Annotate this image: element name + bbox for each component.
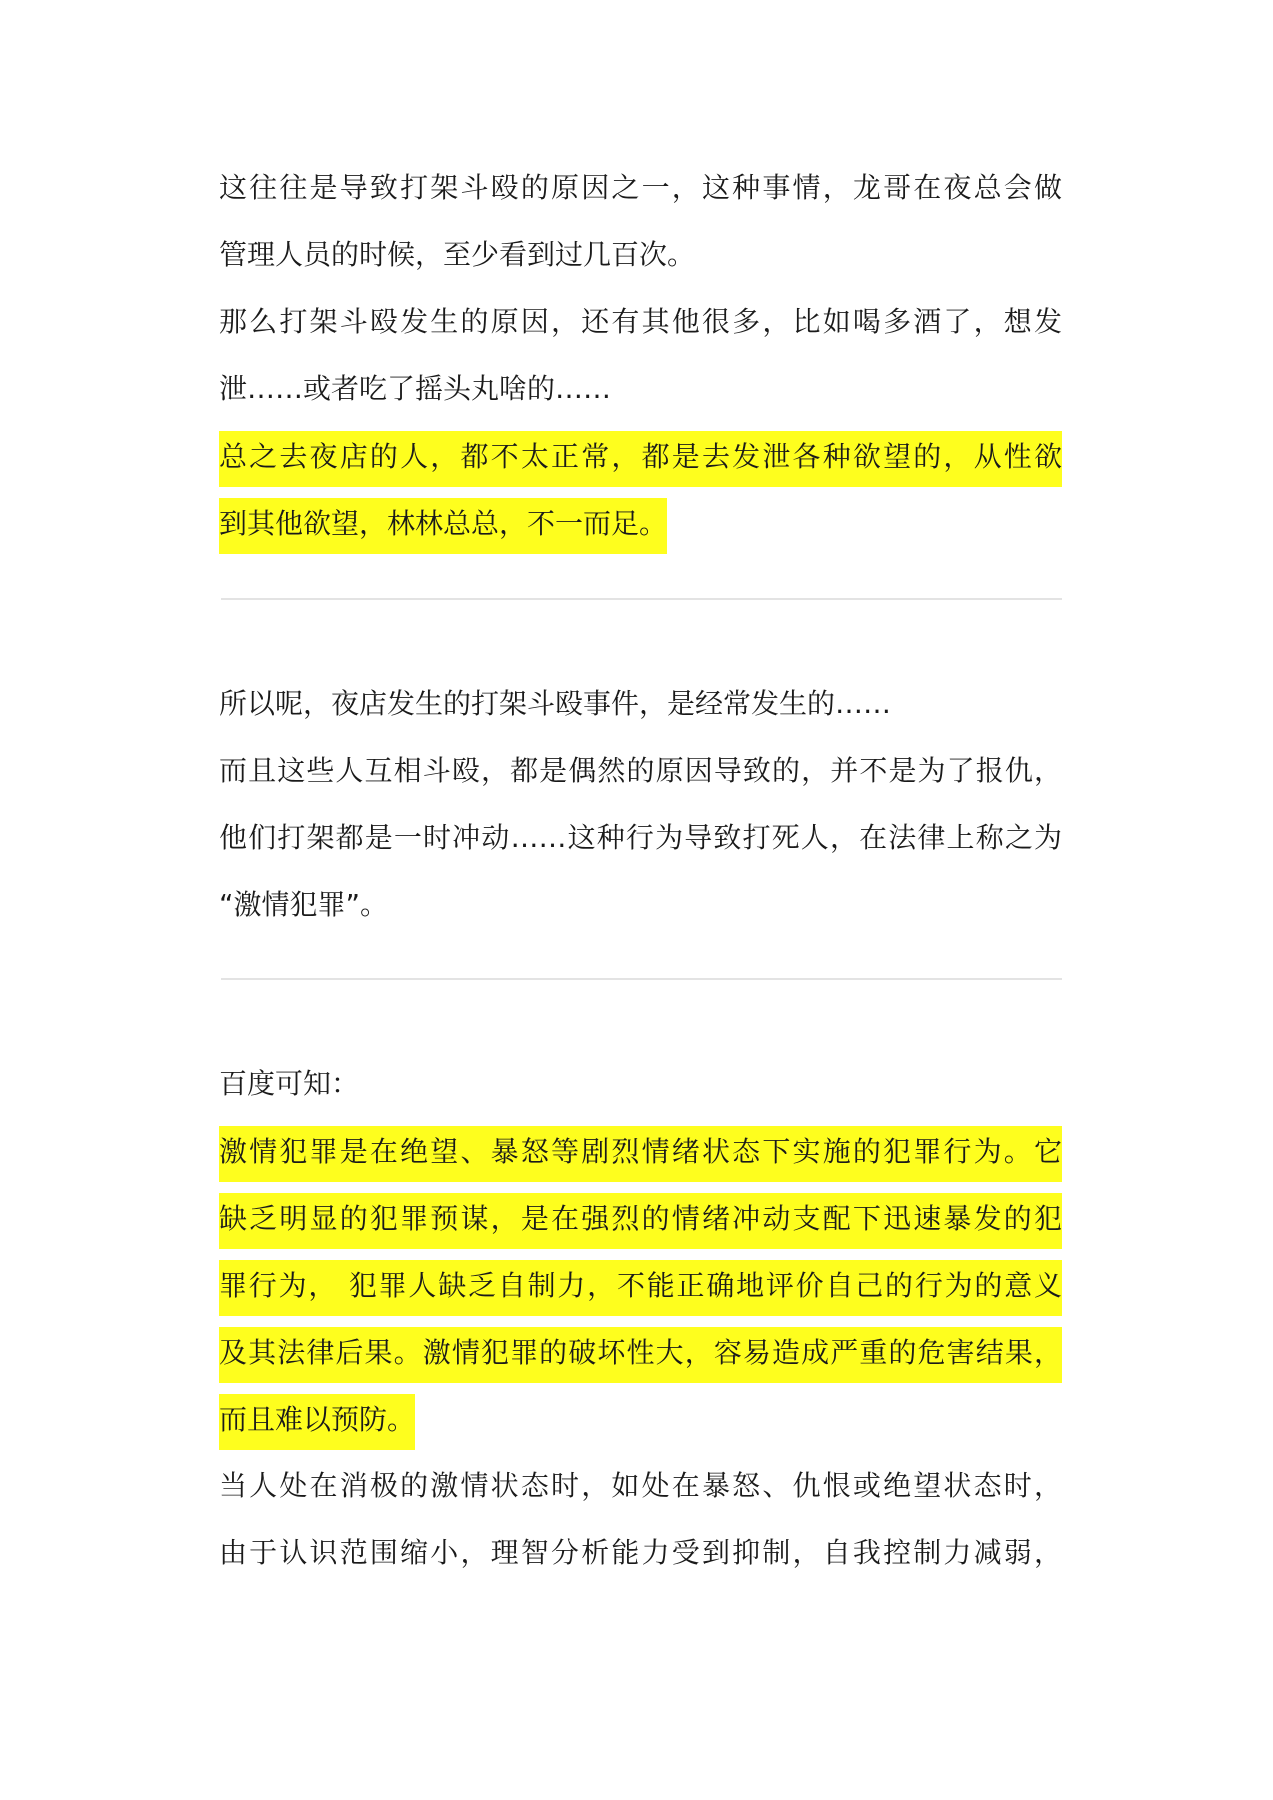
section-divider <box>221 978 1062 980</box>
highlighted-text-line: 缺乏明显的犯罪预谋，是在强烈的情绪冲动支配下迅速暴发的犯 <box>219 1193 1062 1249</box>
text-line: 泄……或者吃了摇头丸啥的…… <box>219 372 612 405</box>
text-line: “激情犯罪”。 <box>219 888 389 921</box>
text-line: 由于认识范围缩小，理智分析能力受到抑制，自我控制力减弱， <box>219 1536 1062 1569</box>
highlighted-text-line: 而且难以预防。 <box>219 1394 415 1450</box>
highlighted-text-line: 到其他欲望，林林总总，不一而足。 <box>219 498 667 554</box>
text-line: 当人处在消极的激情状态时，如处在暴怒、仇恨或绝望状态时， <box>219 1469 1062 1502</box>
text-line: 这往往是导致打架斗殴的原因之一，这种事情，龙哥在夜总会做 <box>219 171 1062 204</box>
highlighted-text-line: 激情犯罪是在绝望、暴怒等剧烈情绪状态下实施的犯罪行为。它 <box>219 1126 1062 1182</box>
highlighted-text-line: 罪行为， 犯罪人缺乏自制力，不能正确地评价自己的行为的意义 <box>219 1260 1062 1316</box>
text-line: 而且这些人互相斗殴，都是偶然的原因导致的，并不是为了报仇， <box>219 754 1062 787</box>
text-line: 那么打架斗殴发生的原因，还有其他很多，比如喝多酒了，想发 <box>219 305 1062 338</box>
text-line: 管理人员的时候，至少看到过几百次。 <box>219 238 696 271</box>
text-line: 所以呢，夜店发生的打架斗殴事件，是经常发生的…… <box>219 687 892 720</box>
highlighted-text-line: 及其法律后果。激情犯罪的破坏性大，容易造成严重的危害结果， <box>219 1327 1062 1383</box>
text-line: 他们打架都是一时冲动……这种行为导致打死人，在法律上称之为 <box>219 821 1062 854</box>
text-line: 百度可知： <box>219 1067 360 1100</box>
section-divider <box>221 598 1062 600</box>
highlighted-text-line: 总之去夜店的人，都不太正常，都是去发泄各种欲望的，从性欲 <box>219 431 1062 487</box>
